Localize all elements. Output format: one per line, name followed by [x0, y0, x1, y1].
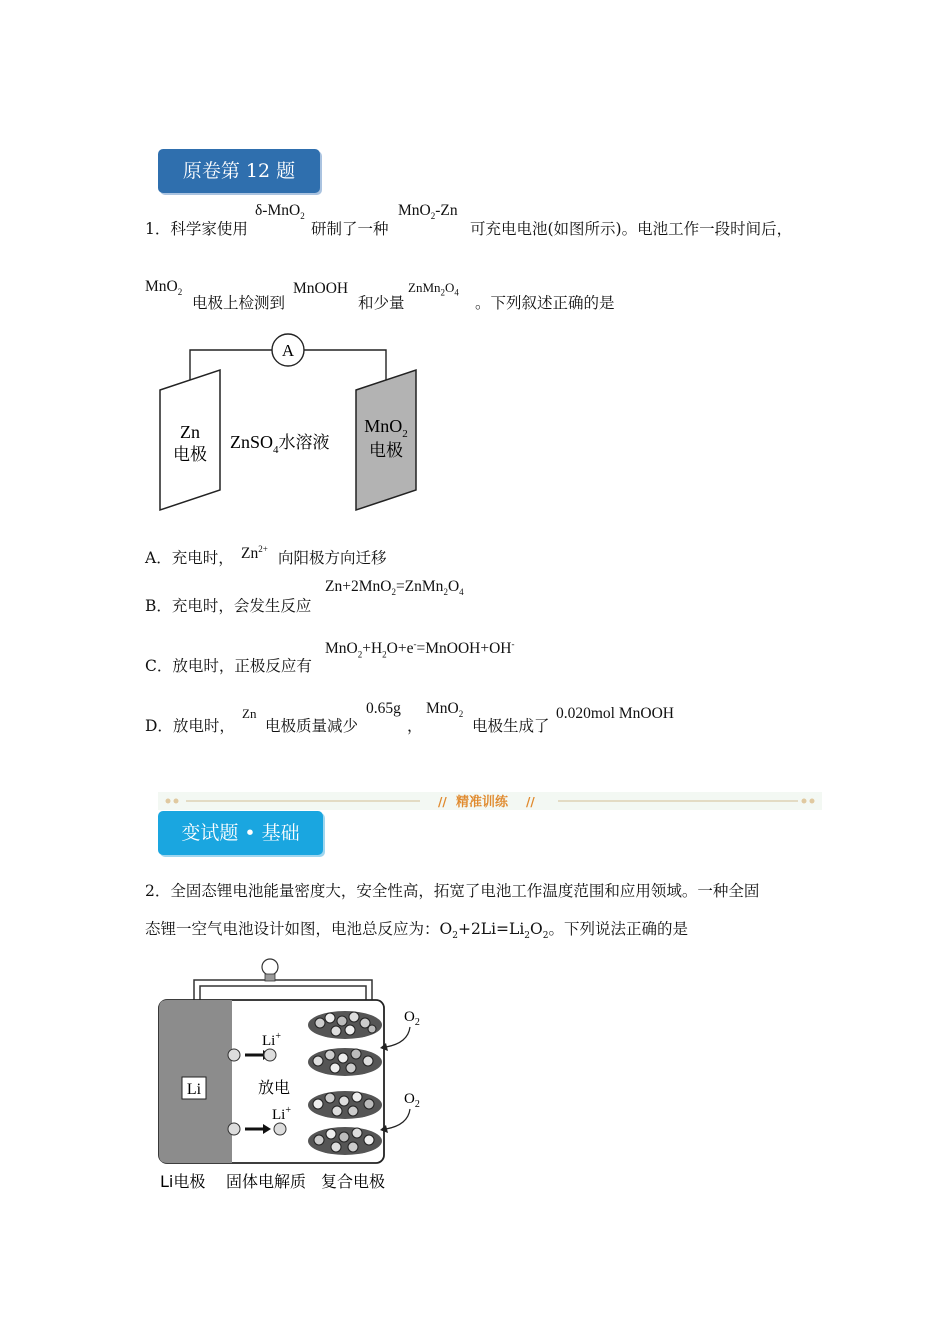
mno2-electrode-plate — [356, 370, 416, 510]
figure-zn-mno2-cell — [150, 330, 440, 520]
option-a-ion: $Zn^{2+}$ — [241, 544, 268, 563]
discharge-label: 放电 — [257, 1078, 291, 1097]
bulb-icon — [262, 959, 278, 975]
divider-dot-icon — [174, 799, 179, 804]
caption-solid-electrolyte: 固体电解质 — [226, 1172, 307, 1191]
q1-l2-text-2: 和少量 — [358, 294, 405, 312]
q1-l2-text-3: 。下列叙述正确的是 — [475, 294, 615, 312]
q1-number: 1．科学家使用 — [145, 220, 248, 238]
option-d-text-1: 电极质量减少 — [265, 717, 359, 735]
li-label: Li — [186, 1081, 202, 1098]
option-c-prefix: C．放电时，正极反应有 — [145, 657, 312, 675]
option-d-mass: 0.65g — [366, 700, 401, 717]
q1-text-3: 可充电电池(如图所示)。电池工作一段时间后， — [470, 220, 793, 238]
ion-circle-icon — [274, 1123, 286, 1135]
q1-l2-text-1: 电极上检测到 — [192, 294, 286, 312]
wire-inner — [200, 986, 366, 1000]
divider-label: 精准训练 — [456, 795, 509, 810]
divider-dot-icon — [802, 799, 807, 804]
caption-li-electrode: Li电极 — [160, 1172, 206, 1191]
ammeter-label: A — [281, 341, 295, 360]
o2-label-top: $O_2$ — [404, 1009, 420, 1028]
option-c — [145, 638, 645, 678]
particle-cluster-3 — [308, 1091, 382, 1119]
caption-composite-electrode: 复合电极 — [321, 1172, 386, 1191]
q1-l2-formula-mno2: MnO$_2$ — [145, 278, 183, 298]
option-d-prefix: D．放电时， — [145, 717, 235, 735]
divider-slash-icon: // — [526, 795, 535, 809]
o2-label-bottom: $O_2$ — [404, 1091, 420, 1110]
particle-cluster-1 — [308, 1011, 382, 1039]
ion-circle-icon — [228, 1049, 240, 1061]
particle-cluster-2 — [308, 1048, 382, 1076]
option-b-equation: $Zn+2MnO_2=ZnMn_2O_4$ — [325, 578, 464, 598]
q1-l2-formula-mnooh: MnOOH — [293, 280, 349, 297]
q1-formula-delta-mno2: δ-MnO$_2$ — [255, 202, 305, 222]
o2-arrow-top-icon — [386, 1027, 410, 1047]
wire-right — [304, 350, 386, 380]
ion-circle-icon — [228, 1123, 240, 1135]
mno2-electrode-label-1: MnO$_2$ — [364, 416, 408, 440]
option-c-equation: $MnO_2+H_2O+e^-=MnOOH+OH^-$ — [325, 639, 515, 660]
q1-line2 — [145, 278, 825, 318]
wire-outer — [194, 980, 372, 1000]
bulb-base-icon — [265, 974, 275, 981]
q1-line1 — [145, 202, 825, 245]
option-d-comma: ， — [407, 717, 423, 735]
option-d-mno2: MnO$_2$ — [426, 700, 464, 720]
divider-dot-icon — [810, 799, 815, 804]
divider-slash-icon: // — [438, 795, 447, 809]
q1-text-2: 研制了一种 — [311, 220, 389, 238]
section-divider — [158, 792, 822, 810]
option-a-tail: 向阳极方向迁移 — [278, 549, 387, 567]
option-d-text-2: 电极生成了 — [472, 717, 550, 735]
option-d — [145, 698, 745, 738]
o2-arrow-bottom-icon — [386, 1109, 410, 1129]
q1-l2-formula-znmn2o4: $ZnMn_2O_4$ — [408, 280, 459, 298]
option-a — [145, 540, 545, 570]
particle-cluster-4 — [308, 1127, 382, 1155]
figure-li-air-battery — [150, 955, 440, 1200]
option-d-zn: Zn — [242, 706, 257, 721]
ion-label-upper: Li+ — [262, 1031, 281, 1049]
ion-circle-icon — [264, 1049, 276, 1061]
option-b — [145, 578, 645, 618]
option-a-prefix: A．充电时， — [145, 549, 234, 567]
ion-label-lower: Li+ — [272, 1105, 291, 1123]
section-tag-variant: 变试题 • 基础 — [158, 811, 323, 855]
option-d-amount: 0.020mol MnOOH — [556, 705, 674, 722]
q2-line1: 2．全固态锂电池能量密度大，安全性高，拓宽了电池工作温度范围和应用领域。一种全固 — [145, 882, 760, 900]
q2-line2: 态锂一空气电池设计如图，电池总反应为：$O_2+2Li=Li_2O_2$。下列说法正确的是 — [145, 920, 688, 942]
zn-electrode-label-2: 电极 — [173, 445, 207, 465]
solution-label: ZnSO$_4$水溶液 — [230, 432, 330, 456]
divider-dot-icon — [166, 799, 171, 804]
section-tag-original: 原卷第 12 题 — [158, 149, 320, 193]
q1-formula-mno2-zn: MnO$_2$-Zn — [398, 202, 458, 222]
option-b-prefix: B．充电时，会发生反应 — [145, 597, 312, 615]
zn-electrode-label-1: Zn — [180, 422, 200, 442]
mno2-electrode-label-2: 电极 — [369, 441, 403, 461]
